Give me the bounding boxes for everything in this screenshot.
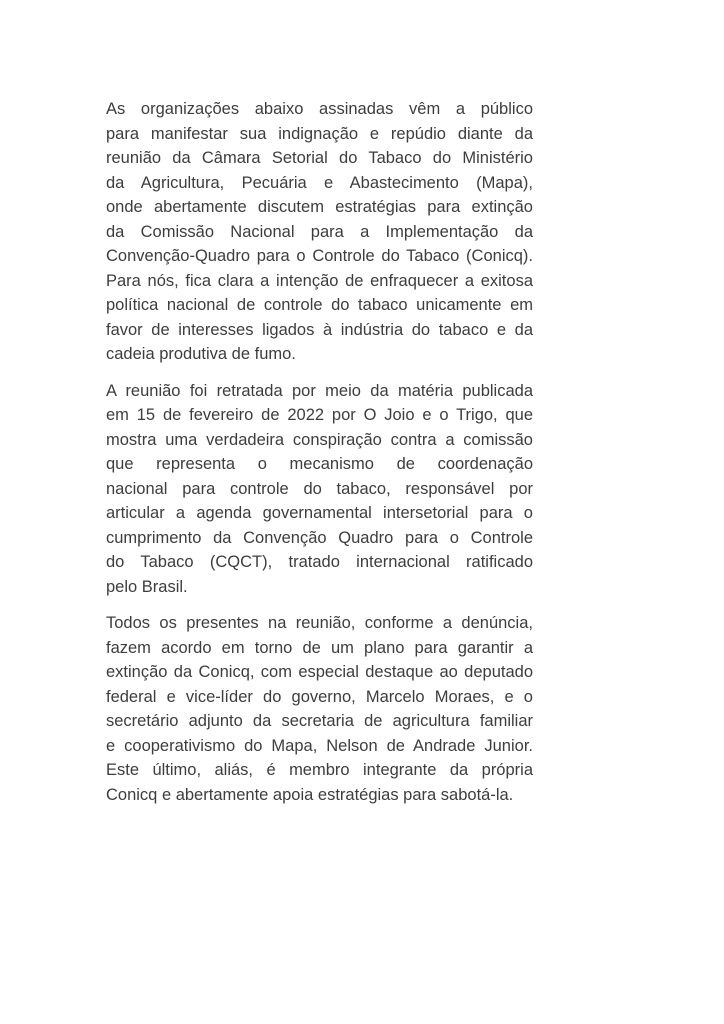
text-line: para manifestar sua indignação e repúdio diante da xyxy=(106,124,533,143)
text-line: Conicq e abertamente apoia estratégias para sabotá-la. xyxy=(106,785,514,804)
text-line: Todos os presentes na reunião, conforme a denúncia, xyxy=(106,614,533,632)
text-line: fazem acordo em torno de um plano para garantir a xyxy=(106,638,533,657)
text-line: articular a agenda governamental intersetorial para o xyxy=(106,504,533,522)
text-line: federal e vice-líder do governo, Marcelo Moraes, e o xyxy=(106,687,533,706)
text-line: em 15 de fevereiro de 2022 por O Joio e o Trigo, que xyxy=(106,406,533,424)
text-line: Este último, aliás, é membro integrante da própria xyxy=(106,761,533,779)
text-line: cadeia produtiva de fumo. xyxy=(106,345,296,363)
text-line: mostra uma verdadeira conspiração contra a comissão xyxy=(106,430,533,449)
paragraph xyxy=(106,611,533,807)
text-line: e cooperativismo do Mapa, Nelson de Andrade Junior. xyxy=(106,736,533,755)
text-line: cumprimento da Convenção Quadro para o Controle xyxy=(106,528,533,547)
text-line: extinção da Conicq, com especial destaque ao deputado xyxy=(106,663,533,681)
text-line: onde abertamente discutem estratégias para extinção xyxy=(106,198,533,216)
paragraph xyxy=(106,97,533,367)
text-line: pelo Brasil. xyxy=(106,577,188,596)
text-line: Para nós, fica clara a intenção de enfraquecer a exitosa xyxy=(106,271,533,290)
text-line: que representa o mecanismo de coordenação xyxy=(106,455,533,473)
text-line: política nacional de controle do tabaco unicamente em xyxy=(106,296,533,314)
text-line: As organizações abaixo assinadas vêm a público xyxy=(106,100,533,118)
text-line: do Tabaco (CQCT), tratado internacional ratificado xyxy=(106,553,533,571)
document-body xyxy=(106,97,533,819)
text-line: da Comissão Nacional para a Implementação da xyxy=(106,222,533,241)
text-line: favor de interesses ligados à indústria do tabaco e da xyxy=(106,320,533,339)
text-line: A reunião foi retratada por meio da matéria publicada xyxy=(106,381,533,400)
text-line: secretário adjunto da secretaria de agricultura familiar xyxy=(106,712,533,730)
paragraph xyxy=(106,379,533,600)
text-line: reunião da Câmara Setorial do Tabaco do Ministério xyxy=(106,149,533,167)
text-line: nacional para controle do tabaco, responsável por xyxy=(106,479,533,498)
text-line: Convenção-Quadro para o Controle do Tabaco (Conicq). xyxy=(106,247,533,265)
text-line: da Agricultura, Pecuária e Abastecimento (Mapa), xyxy=(106,173,533,192)
